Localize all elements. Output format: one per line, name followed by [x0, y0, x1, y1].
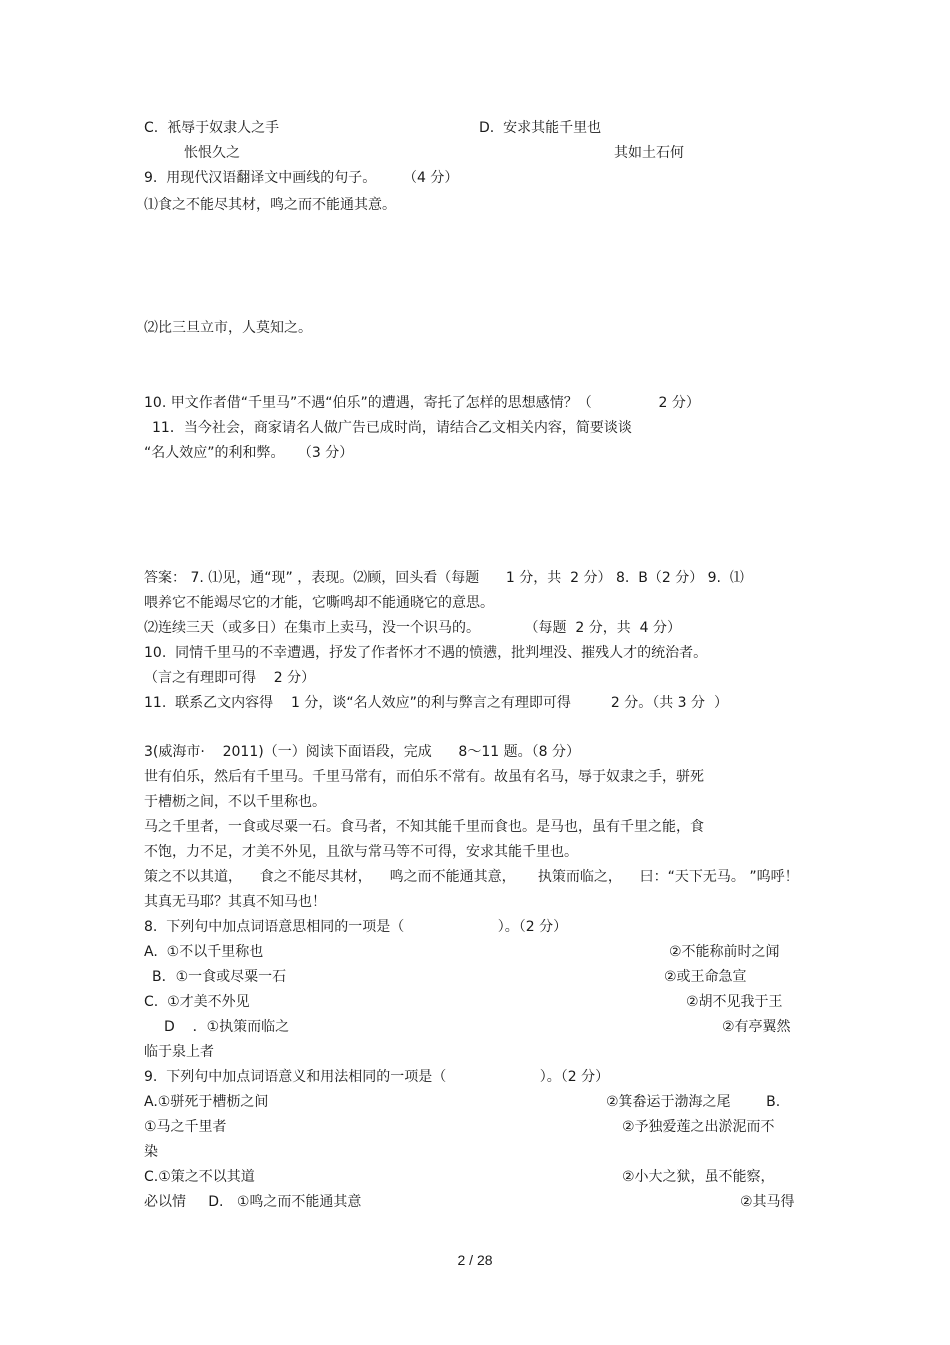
- option-d: ②有亭翼然: [722, 1019, 791, 1035]
- text-line: 染: [144, 1144, 158, 1160]
- text-line: ⑵比三旦立市，人莫知之。: [144, 320, 312, 336]
- text-line: D. 安求其能千里也: [479, 120, 602, 136]
- answer-line: ⑵连续三天（或多日）在集市上卖马，没一个识马的。 （每题 2 分，共 4 分）: [144, 620, 682, 636]
- option-a: ②不能称前时之闻: [669, 944, 780, 960]
- passage-line: 马之千里者，一食或尽粟一石。食马者，不知其能千里而食也。是马也，虽有千里之能，食: [144, 819, 704, 835]
- question-9-title: 9. 用现代汉语翻译文中画线的句子。 （4 分）: [144, 170, 459, 186]
- option-c: ②胡不见我于王: [686, 994, 783, 1010]
- page-number: 2 / 28: [457, 1252, 493, 1268]
- option-d: D ．①执策而临之: [164, 1019, 290, 1035]
- answer-line: 10. 同情千里马的不幸遭遇，抒发了作者怀才不遇的愤懑，批判埋没、摧残人才的统治者。: [144, 645, 708, 661]
- passage-line: 其真无马耶？其真不知马也！: [144, 894, 326, 910]
- answer-line: 喂养它不能竭尽它的才能，它嘶鸣却不能通晓它的意思。: [144, 595, 494, 611]
- option-c: ②小大之狱，虽不能察，: [622, 1169, 775, 1185]
- option-b: ②或王命急宣: [664, 969, 747, 985]
- text-line: “名人效应”的利和弊。 （3 分）: [144, 445, 354, 461]
- option-b: B．①一食或尽粟一石: [152, 969, 287, 985]
- passage-line: 于槽枥之间，不以千里称也。: [144, 794, 326, 810]
- text-line: C. 衹辱于奴隶人之手: [144, 120, 280, 136]
- question-8-title: 8. 下列句中加点词语意思相同的一项是（ ）。（2 分）: [144, 919, 568, 935]
- option-a: ②箕畚运于渤海之尾 B.: [606, 1094, 781, 1110]
- question-9b-title: 9. 下列句中加点词语意义和用法相同的一项是（ ）。（2 分）: [144, 1069, 610, 1085]
- option-d: ②其马得: [740, 1194, 795, 1210]
- text-line: 怅恨久之: [184, 145, 240, 161]
- option-a: A. ①不以千里称也: [144, 944, 264, 960]
- section-heading: 3(威海市· 2011)（一）阅读下面语段，完成 8～11 题。（8 分）: [144, 744, 580, 760]
- option-d: 必以情 D. ①鸣之而不能通其意: [144, 1194, 362, 1210]
- passage-line: 策之不以其道， 食之不能尽其材， 鸣之而不能通其意， 执策而临之， 曰：“天下无马。 ”呜呼！: [144, 869, 799, 885]
- option-a: A.①骈死于槽枥之间: [144, 1094, 269, 1110]
- option-b: ②予独爱莲之出淤泥而不: [622, 1119, 775, 1135]
- question-10-title: 10. 甲文作者借“千里马”不遇“伯乐”的遭遇，寄托了怎样的思想感情？（ 2 分）: [144, 395, 700, 411]
- option-c: C. ①才美不外见: [144, 994, 250, 1010]
- answer-line: 答案： 7. ⑴见，通“现” ，表现。⑵顾，回头看（每题 1 分，共 2 分） 8. B（2 分） 9. ⑴: [144, 570, 744, 586]
- answer-line: （言之有理即可得 2 分）: [144, 670, 316, 686]
- question-11-title: 11．当今社会，商家请名人做广告已成时尚，请结合乙文相关内容，简要谈谈: [152, 420, 632, 436]
- option-b: ①马之千里者: [144, 1119, 227, 1135]
- text-line: 临于泉上者: [144, 1044, 214, 1060]
- text-line: 其如土石何: [614, 145, 684, 161]
- answer-line: 11. 联系乙文内容得 1 分，谈“名人效应”的利与弊言之有理即可得 2 分。（共 3 分 ）: [144, 695, 728, 711]
- passage-line: 不饱，力不足，才美不外见，且欲与常马等不可得，安求其能千里也。: [144, 844, 578, 860]
- text-line: ⑴食之不能尽其材，鸣之而不能通其意。: [144, 197, 396, 213]
- option-c: C.①策之不以其道: [144, 1169, 255, 1185]
- passage-line: 世有伯乐，然后有千里马。千里马常有，而伯乐不常有。故虽有名马，辱于奴隶之手，骈死: [144, 769, 704, 785]
